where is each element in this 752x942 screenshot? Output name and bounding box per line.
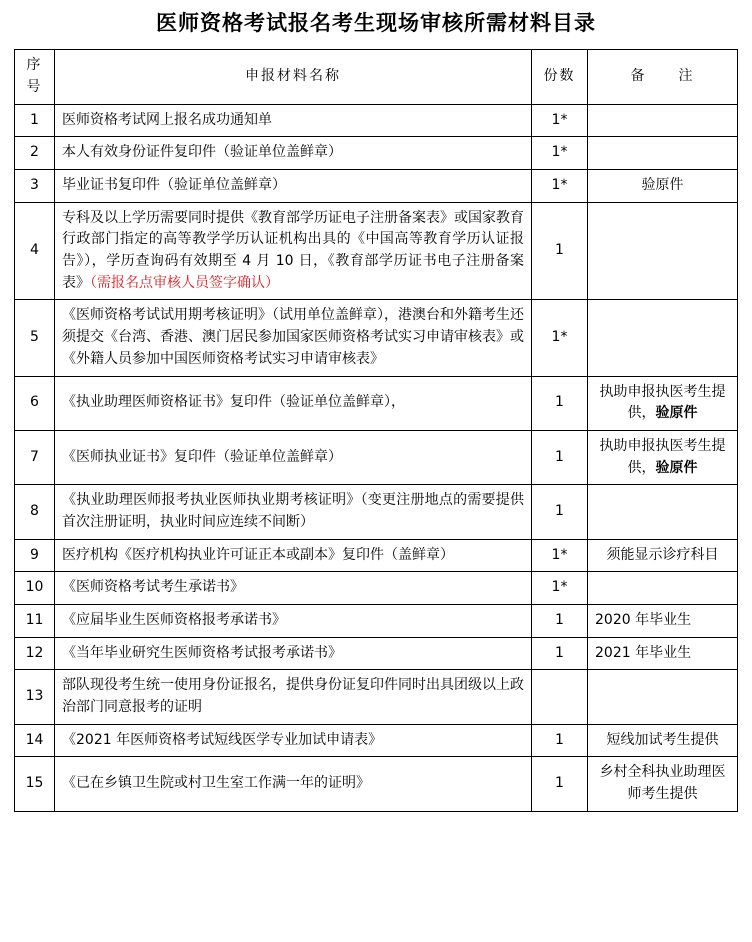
row-count: 1 xyxy=(532,202,588,300)
row-number: 8 xyxy=(15,485,55,539)
row-material-name xyxy=(55,376,532,430)
table-row xyxy=(15,485,738,539)
row-number: 1 xyxy=(15,104,55,137)
material-name-text: 《医师资格考试考生承诺书》 xyxy=(62,579,244,596)
row-note xyxy=(588,605,738,638)
row-material-name xyxy=(55,485,532,539)
row-number: 6 xyxy=(15,376,55,430)
table-body xyxy=(15,104,738,811)
page-title: 医师资格考试报名考生现场审核所需材料目录 xyxy=(156,11,596,35)
row-material-name xyxy=(55,670,532,724)
material-name-text: 《医师执业证书》复印件（验证单位盖鲜章） xyxy=(62,448,342,465)
material-name-highlight: （需报名点审核人员签字确认） xyxy=(90,274,279,291)
row-note-text: 乡村全科执业助理医师考生提供 xyxy=(599,764,726,803)
row-material-name xyxy=(55,757,532,811)
material-name-text: 本人有效身份证件复印件（验证单位盖鲜章） xyxy=(62,144,342,161)
table-row xyxy=(15,137,738,170)
material-name-text: 毕业证书复印件（验证单位盖鲜章） xyxy=(62,177,286,194)
row-note-emphasis: 验原件 xyxy=(655,459,698,476)
row-number: 13 xyxy=(15,670,55,724)
row-note xyxy=(588,724,738,757)
row-count xyxy=(532,670,588,724)
material-name-text: 部队现役考生统一使用身份证报名，提供身份证复印件同时出具团级以上政治部门同意报考的证明 xyxy=(62,677,524,716)
row-count: 1 xyxy=(532,430,588,484)
material-name-text: 《执业助理医师资格证书》复印件（验证单位盖鲜章）， xyxy=(62,394,405,411)
row-number: 4 xyxy=(15,202,55,300)
row-material-name xyxy=(55,430,532,484)
row-count: 1* xyxy=(532,170,588,203)
row-count: 1* xyxy=(532,104,588,137)
row-count: 1 xyxy=(532,605,588,638)
row-note xyxy=(588,757,738,811)
row-note-emphasis: 验原件 xyxy=(655,405,698,422)
table-row xyxy=(15,170,738,203)
row-number: 14 xyxy=(15,724,55,757)
material-name-text: 《应届毕业生医师资格报考承诺书》 xyxy=(62,612,286,629)
material-name-text: 《执业助理医师报考执业医师执业期考核证明》（变更注册地点的需要提供首次注册证明，执业时间应连续不间断） xyxy=(62,492,524,530)
row-note xyxy=(588,637,738,670)
row-number: 7 xyxy=(15,430,55,484)
row-note xyxy=(588,300,738,376)
table-row xyxy=(15,202,738,300)
row-note xyxy=(588,202,738,300)
row-note xyxy=(588,170,738,203)
row-count: 1* xyxy=(532,137,588,170)
row-material-name xyxy=(55,724,532,757)
materials-table xyxy=(14,49,738,812)
material-name-text: 医师资格考试网上报名成功通知单 xyxy=(62,111,272,128)
row-count: 1 xyxy=(532,376,588,430)
material-name-text: 《2021 年医师资格考试短线医学专业加试申请表》 xyxy=(62,731,383,748)
row-note xyxy=(588,670,738,724)
header-note: 备 注 xyxy=(588,50,738,104)
row-material-name xyxy=(55,202,532,300)
row-material-name xyxy=(55,637,532,670)
header-name: 申报材料名称 xyxy=(55,50,532,104)
row-note-text: 执助申报执医考生提供， xyxy=(599,383,726,422)
row-material-name xyxy=(55,572,532,605)
row-number: 15 xyxy=(15,757,55,811)
table-row xyxy=(15,637,738,670)
table-row xyxy=(15,572,738,605)
row-note-text: 须能显示诊疗科目 xyxy=(606,546,719,563)
row-note xyxy=(588,539,738,572)
table-row xyxy=(15,539,738,572)
row-note xyxy=(588,137,738,170)
row-material-name xyxy=(55,539,532,572)
header-no: 序 号 xyxy=(15,50,55,104)
row-number: 12 xyxy=(15,637,55,670)
table-row xyxy=(15,300,738,376)
row-count: 1* xyxy=(532,300,588,376)
row-count: 1 xyxy=(532,724,588,757)
row-count: 1* xyxy=(532,572,588,605)
row-number: 3 xyxy=(15,170,55,203)
material-name-text: 《医师资格考试试用期考核证明》（试用单位盖鲜章），港澳台和外籍考生还须提交《台湾、香港、澳门居民参加国家医师资格考试实习申请审核表》或《外籍人员参加中国医师资格考试实习申请审核表》 xyxy=(62,307,524,367)
table-row xyxy=(15,724,738,757)
table-row xyxy=(15,104,738,137)
row-note-text: 执助申报执医考生提供， xyxy=(599,437,726,476)
row-number: 2 xyxy=(15,137,55,170)
row-note-text: 短线加试考生提供 xyxy=(606,731,719,748)
row-material-name xyxy=(55,137,532,170)
row-count: 1 xyxy=(532,637,588,670)
material-name-text: 专科及以上学历需要同时提供《教育部学历证电子注册备案表》或国家教育行政部门指定的高等教学学历认证机构出具的《中国高等教育学历认证报告》），学历查询码有效期至 4 月 10 日，《教育部学历证书电子注册备案表》 xyxy=(62,209,524,291)
table-row xyxy=(15,670,738,724)
table-row xyxy=(15,757,738,811)
table-header-row xyxy=(15,50,738,104)
table-row xyxy=(15,430,738,484)
row-count: 1 xyxy=(532,485,588,539)
row-note xyxy=(588,104,738,137)
row-number: 9 xyxy=(15,539,55,572)
row-number: 10 xyxy=(15,572,55,605)
row-material-name xyxy=(55,300,532,376)
row-material-name xyxy=(55,605,532,638)
row-count: 1* xyxy=(532,539,588,572)
material-name-text: 医疗机构《医疗机构执业许可证正本或副本》复印件（盖鲜章） xyxy=(62,546,454,563)
row-material-name xyxy=(55,104,532,137)
header-count: 份数 xyxy=(532,50,588,104)
row-note xyxy=(588,430,738,484)
material-name-text: 《已在乡镇卫生院或村卫生室工作满一年的证明》 xyxy=(62,775,370,792)
row-material-name xyxy=(55,170,532,203)
row-number: 11 xyxy=(15,605,55,638)
row-note xyxy=(588,572,738,605)
table-row xyxy=(15,605,738,638)
material-name-text: 《当年毕业研究生医师资格考试报考承诺书》 xyxy=(62,644,342,661)
row-count: 1 xyxy=(532,757,588,811)
row-note-text: 2021 年毕业生 xyxy=(595,644,692,661)
row-number: 5 xyxy=(15,300,55,376)
row-note-text: 验原件 xyxy=(641,177,684,194)
table-row xyxy=(15,376,738,430)
row-note xyxy=(588,376,738,430)
row-note xyxy=(588,485,738,539)
row-note-text: 2020 年毕业生 xyxy=(595,612,692,629)
